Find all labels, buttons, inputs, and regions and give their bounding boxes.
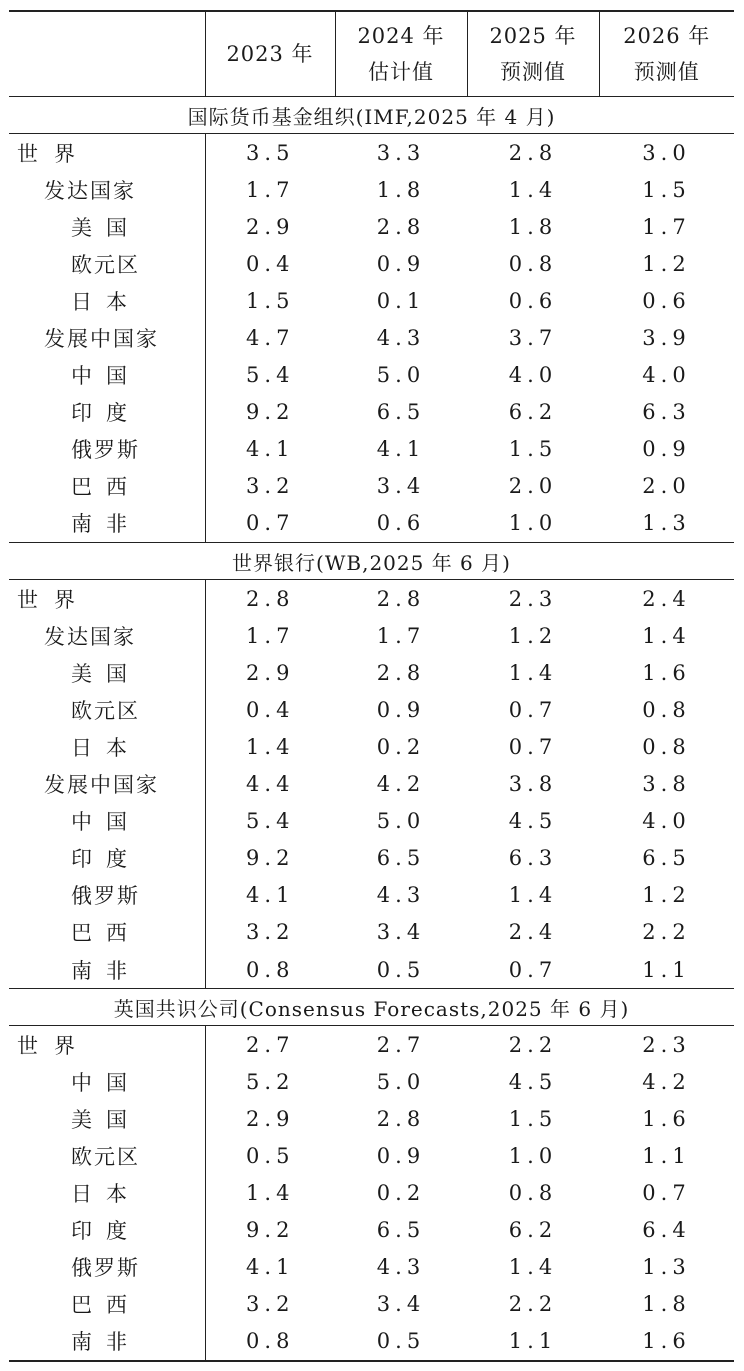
table-row [9, 1249, 734, 1286]
region-name: 欧元区 [9, 1137, 205, 1174]
table-row [9, 1063, 734, 1100]
value-2025: 2.2 [508, 1292, 558, 1317]
region-name: 发达国家 [9, 617, 205, 654]
value-2025: 2.8 [508, 140, 558, 165]
value-2025: 1.5 [508, 437, 558, 462]
value-2024: 0.1 [376, 288, 426, 313]
value-2023: 5.4 [246, 363, 295, 388]
value-2024: 3.4 [376, 920, 426, 945]
value-2024: 2.8 [376, 1106, 426, 1131]
value-2026: 0.8 [642, 697, 691, 722]
table-row [9, 877, 734, 914]
region-name: 日本 [9, 728, 205, 765]
region-name: 世界 [9, 580, 205, 618]
header-2025-line2: 预测值 [500, 60, 566, 84]
value-2025: 6.2 [508, 1218, 558, 1243]
value-2025: 1.1 [508, 1329, 558, 1354]
value-2025: 1.4 [508, 660, 558, 685]
region-name: 中国 [9, 1063, 205, 1100]
region-name: 印度 [9, 840, 205, 877]
value-2024: 4.1 [376, 437, 426, 462]
value-2026: 3.8 [642, 772, 691, 797]
value-2024: 4.2 [376, 772, 426, 797]
table-row [9, 840, 734, 877]
value-2024: 4.3 [376, 883, 426, 908]
value-2023: 2.8 [246, 586, 295, 611]
value-2025: 1.4 [508, 883, 558, 908]
value-2025: 4.0 [508, 363, 558, 388]
table-row [9, 766, 734, 803]
value-2025: 1.2 [508, 623, 558, 648]
table-row [9, 1212, 734, 1249]
value-2026: 6.3 [642, 400, 691, 425]
value-2026: 0.6 [642, 288, 691, 313]
section-title: 世界银行(WB,2025 年 6 月) [9, 543, 734, 580]
value-2025: 2.0 [508, 474, 558, 499]
table-row [9, 282, 734, 319]
value-2023: 5.2 [246, 1069, 295, 1094]
value-2026: 6.5 [642, 846, 691, 871]
region-name: 巴西 [9, 468, 205, 505]
value-2024: 1.7 [376, 623, 426, 648]
value-2026: 1.6 [642, 1329, 691, 1354]
value-2026: 1.3 [642, 511, 691, 536]
table-row [9, 951, 734, 989]
value-2023: 4.4 [246, 772, 295, 797]
value-2024: 4.3 [376, 326, 426, 351]
value-2026: 1.2 [642, 251, 691, 276]
value-2026: 0.9 [642, 437, 691, 462]
table-row [9, 691, 734, 728]
value-2023: 0.8 [246, 1329, 295, 1354]
value-2026: 3.9 [642, 326, 691, 351]
value-2025: 1.4 [508, 1255, 558, 1280]
value-2025: 2.3 [508, 586, 558, 611]
value-2024: 0.2 [376, 734, 426, 759]
value-2025: 0.6 [508, 288, 558, 313]
value-2024: 2.7 [376, 1032, 426, 1057]
value-2023: 0.8 [246, 957, 295, 982]
header-2026 [599, 11, 734, 97]
value-2023: 1.5 [246, 288, 295, 313]
value-2026: 3.0 [642, 140, 691, 165]
value-2025: 1.4 [508, 177, 558, 202]
value-2026: 2.4 [642, 586, 691, 611]
value-2026: 1.5 [642, 177, 691, 202]
region-name: 俄罗斯 [9, 877, 205, 914]
value-2023: 2.9 [246, 1106, 295, 1131]
value-2024: 5.0 [376, 809, 426, 834]
region-name: 俄罗斯 [9, 431, 205, 468]
value-2026: 1.6 [642, 1106, 691, 1131]
region-name: 美国 [9, 1100, 205, 1137]
table-row [9, 654, 734, 691]
value-2023: 1.7 [246, 177, 295, 202]
region-name: 发展中国家 [9, 766, 205, 803]
value-2025: 4.5 [508, 1069, 558, 1094]
value-2023: 4.7 [246, 326, 295, 351]
header-2026-line2: 预测值 [633, 60, 700, 84]
table-row [9, 803, 734, 840]
value-2024: 3.4 [376, 1292, 426, 1317]
region-name: 日本 [9, 1174, 205, 1211]
value-2023: 9.2 [246, 400, 295, 425]
value-2026: 1.6 [642, 660, 691, 685]
value-2025: 6.2 [508, 400, 558, 425]
value-2026: 2.2 [642, 920, 691, 945]
table-row [9, 468, 734, 505]
region-name: 发展中国家 [9, 319, 205, 356]
value-2024: 0.5 [376, 957, 426, 982]
table-body [9, 97, 734, 1361]
section-header-wb [9, 543, 734, 580]
value-2026: 2.0 [642, 474, 691, 499]
header-row [9, 11, 734, 97]
value-2025: 0.7 [508, 697, 558, 722]
table-row [9, 431, 734, 468]
value-2026: 1.4 [642, 623, 691, 648]
value-2024: 0.9 [376, 1143, 426, 1168]
region-name: 中国 [9, 803, 205, 840]
region-name: 发达国家 [9, 171, 205, 208]
region-name: 欧元区 [9, 691, 205, 728]
table-row [9, 1286, 734, 1323]
header-2024-line2: 估计值 [368, 60, 434, 84]
value-2024: 5.0 [376, 363, 426, 388]
header-2025-line1: 2025 年 [489, 24, 577, 48]
table-row [9, 245, 734, 282]
value-2025: 6.3 [508, 846, 558, 871]
value-2025: 0.8 [508, 251, 558, 276]
region-name: 南非 [9, 505, 205, 543]
value-2026: 0.7 [642, 1180, 691, 1205]
value-2024: 6.5 [376, 400, 426, 425]
table-row [9, 728, 734, 765]
value-2025: 2.4 [508, 920, 558, 945]
table-row [9, 208, 734, 245]
value-2024: 0.9 [376, 251, 426, 276]
region-name: 日本 [9, 282, 205, 319]
value-2026: 1.3 [642, 1255, 691, 1280]
value-2024: 6.5 [376, 1218, 426, 1243]
region-name: 世界 [9, 134, 205, 172]
value-2023: 3.5 [246, 140, 295, 165]
header-2023-line1: 2023 年 [226, 42, 314, 66]
value-2024: 2.8 [376, 660, 426, 685]
value-2023: 9.2 [246, 1218, 295, 1243]
header-2023 [205, 11, 335, 97]
value-2024: 6.5 [376, 846, 426, 871]
value-2023: 0.5 [246, 1143, 295, 1168]
value-2023: 3.2 [246, 474, 295, 499]
value-2024: 0.6 [376, 511, 426, 536]
region-name: 印度 [9, 394, 205, 431]
value-2023: 3.2 [246, 920, 295, 945]
header-2024 [335, 11, 467, 97]
value-2023: 4.1 [246, 437, 295, 462]
value-2023: 0.4 [246, 251, 295, 276]
table-row [9, 394, 734, 431]
value-2024: 2.8 [376, 586, 426, 611]
region-name: 巴西 [9, 1286, 205, 1323]
value-2026: 1.8 [642, 1292, 691, 1317]
region-name: 俄罗斯 [9, 1249, 205, 1286]
region-name: 美国 [9, 208, 205, 245]
value-2026: 2.3 [642, 1032, 691, 1057]
value-2025: 1.8 [508, 214, 558, 239]
value-2024: 0.5 [376, 1329, 426, 1354]
region-name: 中国 [9, 357, 205, 394]
value-2023: 1.4 [246, 734, 295, 759]
region-name: 欧元区 [9, 245, 205, 282]
value-2024: 3.4 [376, 474, 426, 499]
value-2023: 2.9 [246, 660, 295, 685]
header-2025 [467, 11, 599, 97]
value-2023: 3.2 [246, 1292, 295, 1317]
value-2026: 4.2 [642, 1069, 691, 1094]
value-2025: 2.2 [508, 1032, 558, 1057]
table-row [9, 1323, 734, 1361]
table-row [9, 1100, 734, 1137]
region-name: 南非 [9, 1323, 205, 1361]
section-title: 英国共识公司(Consensus Forecasts,2025 年 6 月) [9, 989, 734, 1026]
value-2026: 1.2 [642, 883, 691, 908]
table-row [9, 914, 734, 951]
header-blank [9, 11, 205, 97]
value-2023: 1.7 [246, 623, 295, 648]
value-2026: 1.1 [642, 1143, 691, 1168]
value-2025: 1.0 [508, 511, 558, 536]
value-2025: 4.5 [508, 809, 558, 834]
value-2025: 1.0 [508, 1143, 558, 1168]
region-name: 世界 [9, 1026, 205, 1064]
section-title: 国际货币基金组织(IMF,2025 年 4 月) [9, 97, 734, 134]
table-row [9, 505, 734, 543]
value-2025: 3.7 [508, 326, 558, 351]
header-2024-line1: 2024 年 [357, 24, 445, 48]
table-row [9, 134, 734, 172]
region-name: 南非 [9, 951, 205, 989]
region-name: 美国 [9, 654, 205, 691]
value-2023: 5.4 [246, 809, 295, 834]
table-row [9, 580, 734, 618]
value-2026: 6.4 [642, 1218, 691, 1243]
value-2023: 2.7 [246, 1032, 295, 1057]
value-2025: 3.8 [508, 772, 558, 797]
value-2025: 0.8 [508, 1180, 558, 1205]
table-row [9, 1026, 734, 1064]
table-row [9, 617, 734, 654]
value-2026: 4.0 [642, 809, 691, 834]
value-2023: 1.4 [246, 1180, 295, 1205]
section-header-consensus [9, 989, 734, 1026]
section-header-imf [9, 97, 734, 134]
value-2026: 0.8 [642, 734, 691, 759]
value-2024: 2.8 [376, 214, 426, 239]
value-2025: 0.7 [508, 957, 558, 982]
table-row [9, 1137, 734, 1174]
value-2026: 1.7 [642, 214, 691, 239]
value-2024: 1.8 [376, 177, 426, 202]
value-2025: 0.7 [508, 734, 558, 759]
value-2025: 1.5 [508, 1106, 558, 1131]
header-2026-line1: 2026 年 [623, 24, 711, 48]
value-2024: 0.2 [376, 1180, 426, 1205]
region-name: 巴西 [9, 914, 205, 951]
region-name: 印度 [9, 1212, 205, 1249]
value-2023: 9.2 [246, 846, 295, 871]
value-2023: 0.7 [246, 511, 295, 536]
value-2023: 4.1 [246, 883, 295, 908]
value-2023: 0.4 [246, 697, 295, 722]
forecast-table [9, 10, 734, 1362]
value-2024: 0.9 [376, 697, 426, 722]
value-2024: 5.0 [376, 1069, 426, 1094]
value-2023: 4.1 [246, 1255, 295, 1280]
table-row [9, 1174, 734, 1211]
table-row [9, 357, 734, 394]
value-2024: 3.3 [376, 140, 426, 165]
value-2023: 2.9 [246, 214, 295, 239]
value-2026: 4.0 [642, 363, 691, 388]
table-row [9, 171, 734, 208]
table-row [9, 319, 734, 356]
value-2026: 1.1 [642, 957, 691, 982]
value-2024: 4.3 [376, 1255, 426, 1280]
